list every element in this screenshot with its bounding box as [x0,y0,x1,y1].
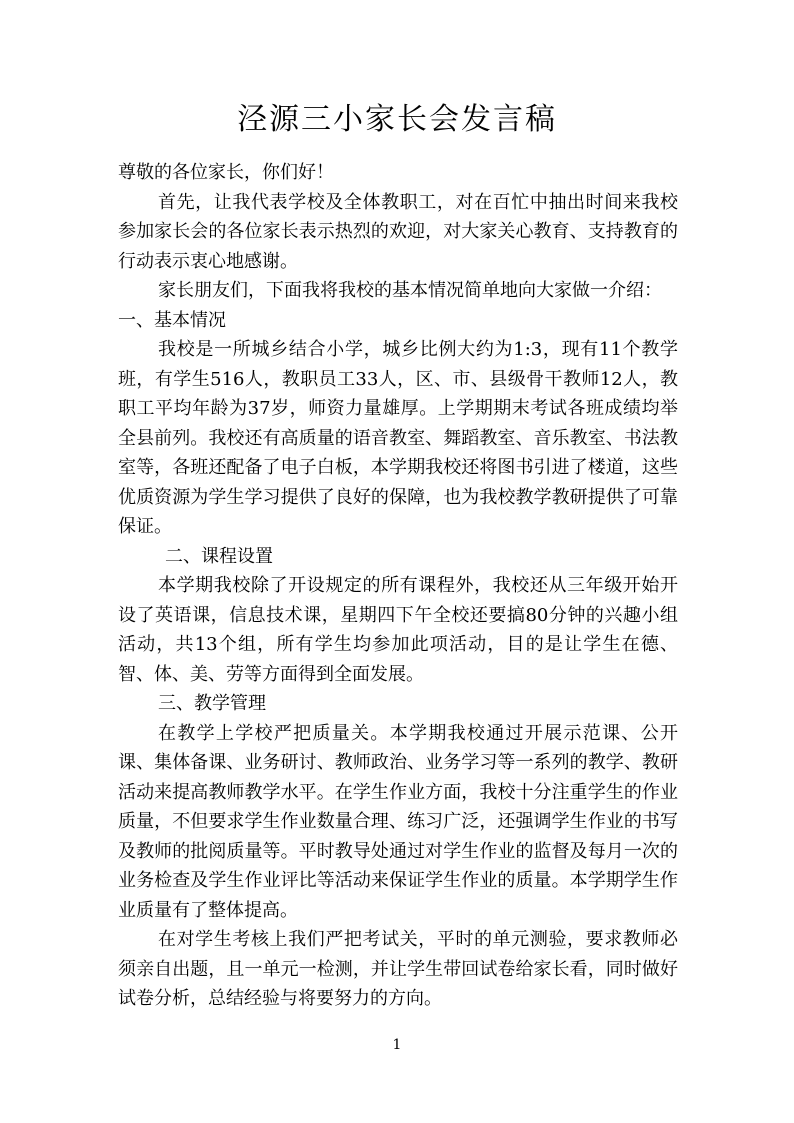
section-heading-basic-info: 一、基本情况 [118,309,226,331]
document-body [118,158,678,1014]
paragraph-basic-info: 我校是一所城乡结合小学，城乡比例大约为1:3，现有11个教学班，有学生516人，教职员工33人，区、市、县级骨干教师12人，教职工平均年龄为37岁，师资力量雄厚。上学期期末考试各班成绩均举全县前列。我校还有高质量的语音教室、舞蹈教室、音乐教室、书法教室等，各班还配备了电子白板，本学期我校还将图书引进了楼道，这些优质资源为学生学习提供了良好的保障，也为我校教学教研提供了可靠保证。 [118,339,678,537]
paragraph-teaching-quality: 在教学上学校严把质量关。本学期我校通过开展示范课、公开课、集体备课、业务研讨、教师政治、业务学习等一系列的教学、教研活动来提高教师教学水平。在学生作业方面，我校十分注重学生的作业质量，不但要求学生作业数量合理、练习广泛，还强调学生作业的书写及教师的批阅质量等。平时教导处通过对学生作业的监督及每月一次的业务检查及学生作业评比等活动来保证学生作业的质量。本学期学生作业质量有了整体提高。 [118,722,678,921]
paragraph-welcome: 首先，让我代表学校及全体教职工，对在百忙中抽出时间来我校参加家长会的各位家长表示热烈的欢迎，对大家关心教育、支持教育的行动表示衷心地感谢。 [118,191,678,272]
section-heading-teaching-management: 三、教学管理 [158,693,266,714]
paragraph-exams: 在对学生考核上我们严把考试关，平时的单元测验，要求教师必须亲自出题，且一单元一检测，并让学生带回试卷给家长看，同时做好试卷分析，总结经验与将要努力的方向。 [118,929,678,1009]
section-heading-curriculum: 二、课程设置 [165,545,273,567]
greeting: 尊敬的各位家长，你们好！ [118,162,334,183]
document-title: 泾源三小家长会发言稿 [237,102,557,137]
page-number: 1 [392,1037,402,1053]
paragraph-curriculum: 本学期我校除了开设规定的所有课程外，我校还从三年级开始开设了英语课，信息技术课，星期四下午全校还要搞80分钟的兴趣小组活动，共13个组，所有学生均参加此项活动，目的是让学生在德、智、体、美、劳等方面得到全面发展。 [118,575,678,685]
paragraph-intro: 家长朋友们，下面我将我校的基本情况简单地向大家做一介绍： [158,280,662,301]
